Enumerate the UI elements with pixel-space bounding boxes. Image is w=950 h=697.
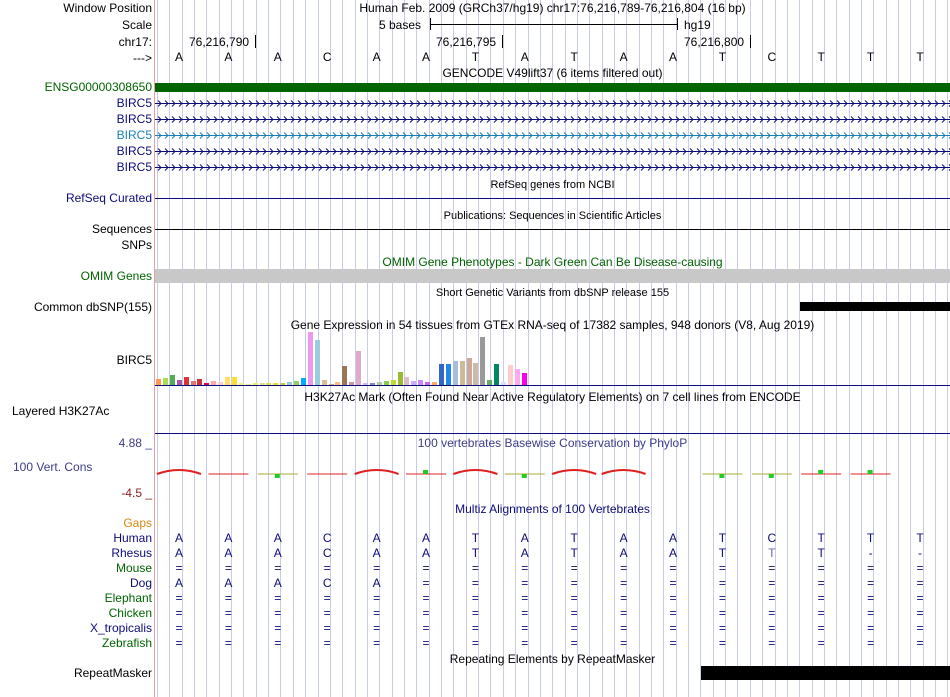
sequence-base: T [718, 50, 727, 64]
omim-title: OMIM Gene Phenotypes - Dark Green Can Be Disease-causing [382, 255, 723, 269]
gencode-item-label[interactable]: BIRC5 [116, 96, 152, 110]
cons-score-mark [355, 470, 399, 474]
gtex-tissue-bar[interactable] [232, 377, 237, 385]
species-label[interactable]: X_tropicalis [89, 621, 152, 635]
chrom-label: chr17: [118, 35, 152, 49]
alignment-base: = [175, 621, 183, 635]
alignment-base: A [372, 546, 381, 560]
alignment-base: = [274, 561, 282, 575]
alignment-base: = [867, 561, 875, 575]
alignment-base: = [521, 561, 529, 575]
alignment-base: = [817, 576, 825, 590]
alignment-base: = [521, 591, 529, 605]
alignment-base: = [768, 576, 776, 590]
cons-track-label[interactable]: 100 Vert. Cons [13, 460, 93, 474]
gtex-tissue-bar[interactable] [453, 361, 458, 385]
dbsnp-track-label[interactable]: Common dbSNP(155) [33, 300, 152, 314]
alignment-base: A [372, 576, 381, 590]
alignment-base: = [916, 636, 924, 650]
alignment-base: = [471, 591, 479, 605]
alignment-base: = [620, 636, 628, 650]
alignment-base: A [421, 531, 430, 545]
gtex-tissue-bar[interactable] [480, 337, 485, 385]
alignment-base: A [372, 531, 381, 545]
alignment-base: - [918, 546, 922, 560]
alignment-base: = [373, 606, 381, 620]
alignment-base: = [570, 636, 578, 650]
sequence-base: T [916, 50, 924, 64]
omim-block[interactable] [155, 269, 950, 283]
publications-track-label[interactable]: Sequences [91, 222, 152, 236]
sequence-base: A [520, 50, 529, 64]
alignment-base: = [768, 621, 776, 635]
alignment-base: = [274, 636, 282, 650]
cons-score-bar [719, 474, 724, 478]
alignment-base: = [718, 576, 726, 590]
cons-score-mark [602, 470, 646, 474]
alignment-base: = [422, 591, 430, 605]
alignment-base: = [471, 636, 479, 650]
species-label[interactable]: Chicken [108, 606, 152, 620]
alignment-base: = [224, 621, 232, 635]
cons-min-label: -4.5 _ [121, 486, 152, 500]
h3k27ac-title: H3K27Ac Mark (Often Found Near Active Regulatory Elements) on 7 cell lines from ENCODE [304, 390, 801, 404]
track-area[interactable] [155, 0, 950, 697]
alignment-base: = [669, 636, 677, 650]
gtex-tissue-bar[interactable] [308, 332, 313, 385]
cons-score-bar [769, 474, 774, 478]
scale-bar-tick-right [677, 18, 678, 30]
alignment-base: = [471, 561, 479, 575]
sequence-base: A [421, 50, 430, 64]
alignment-base: = [867, 606, 875, 620]
sequence-base: A [668, 50, 677, 64]
scale-bar-tick-left [430, 18, 431, 30]
alignment-base: = [175, 591, 183, 605]
scale-label: Scale [121, 18, 152, 32]
ruler-tick [502, 35, 503, 48]
cons-score-bar [868, 470, 873, 474]
alignment-base: = [323, 561, 331, 575]
gene-transcript-line[interactable] [155, 100, 950, 107]
gtex-tissue-bar[interactable] [460, 361, 465, 385]
scale-bar [430, 24, 677, 25]
alignment-base: = [768, 591, 776, 605]
sequence-base: T [570, 50, 578, 64]
gtex-tissue-bar[interactable] [404, 377, 409, 385]
sequence-base: A [372, 50, 381, 64]
species-label[interactable]: Rhesus [111, 546, 152, 560]
alignment-base: A [174, 546, 183, 560]
alignment-base: = [422, 561, 430, 575]
alignment-base: = [422, 636, 430, 650]
alignment-base: = [471, 621, 479, 635]
alignment-base: = [867, 621, 875, 635]
refseq-title: RefSeq genes from NCBI [490, 179, 615, 191]
alignment-base: = [916, 606, 924, 620]
alignment-base: = [521, 621, 529, 635]
alignment-base: = [817, 636, 825, 650]
alignment-base: = [669, 606, 677, 620]
alignment-base: = [669, 591, 677, 605]
track-labels [0, 0, 154, 697]
alignment-base: = [620, 606, 628, 620]
gtex-tissue-bar[interactable] [342, 366, 347, 385]
alignment-base: A [224, 576, 233, 590]
alignment-base: = [373, 561, 381, 575]
gtex-tissue-bar[interactable] [515, 369, 520, 385]
publications-line[interactable] [155, 229, 950, 230]
window-title: Human Feb. 2009 (GRCh37/hg19) chr17:76,216,789-76,216,804 (16 bp) [359, 1, 746, 15]
alignment-base: C [322, 546, 332, 560]
alignment-base: C [767, 531, 777, 545]
alignment-base: T [471, 546, 480, 560]
gtex-tissue-bar[interactable] [508, 365, 513, 385]
alignment-base: = [323, 621, 331, 635]
species-label[interactable]: Human [113, 531, 152, 545]
alignment-base: = [471, 576, 479, 590]
alignment-base: = [669, 621, 677, 635]
alignment-base: = [521, 636, 529, 650]
gtex-track-label[interactable]: BIRC5 [116, 353, 152, 367]
ruler-tick-label: 76,216,795 [436, 35, 497, 49]
gaps-label: Gaps [123, 516, 152, 530]
cons-title: 100 vertebrates Basewise Conservation by PhyloP [417, 436, 688, 450]
alignment-base: A [224, 546, 233, 560]
cons-score-bar [818, 470, 823, 474]
alignment-base: = [373, 621, 381, 635]
alignment-base: = [274, 591, 282, 605]
gtex-baseline [155, 385, 950, 386]
alignment-base: = [817, 621, 825, 635]
gtex-tissue-bar[interactable] [446, 364, 451, 385]
alignment-base: = [718, 561, 726, 575]
alignment-base: A [520, 531, 529, 545]
alignment-base: = [373, 591, 381, 605]
sequence-base: T [471, 50, 480, 64]
gtex-tissue-bar[interactable] [473, 363, 478, 385]
scale-text: 5 bases [379, 18, 422, 32]
alignment-base: A [273, 546, 282, 560]
alignment-base: T [817, 531, 825, 545]
cons-max-label: 4.88 _ [118, 436, 152, 450]
cons-score-mark [552, 470, 596, 474]
gtex-tissue-bar[interactable] [467, 358, 472, 385]
alignment-base: C [322, 531, 332, 545]
gtex-tissue-bar[interactable] [439, 364, 444, 385]
alignment-base: T [718, 531, 727, 545]
snps-track-label[interactable]: SNPs [121, 238, 152, 252]
cons-score-mark [453, 470, 497, 474]
alignment-base: T [768, 546, 776, 560]
gene-transcript-line[interactable] [155, 116, 950, 123]
h3k27ac-track-label[interactable]: Layered H3K27Ac [12, 404, 110, 418]
alignment-base: = [768, 636, 776, 650]
alignment-base: T [718, 546, 727, 560]
alignment-base: - [868, 546, 873, 560]
gtex-tissue-bar[interactable] [225, 377, 230, 385]
alignment-base: = [521, 606, 529, 620]
alignment-base: = [373, 636, 381, 650]
alignment-base: A [273, 531, 282, 545]
alignment-base: = [570, 561, 578, 575]
alignment-base: A [273, 576, 282, 590]
refseq-line[interactable] [155, 198, 950, 199]
sequence-base: A [619, 50, 628, 64]
gtex-tissue-bar[interactable] [356, 351, 361, 385]
sequence-base: T [866, 50, 875, 64]
alignment-base: A [520, 546, 529, 560]
gtex-barchart[interactable] [155, 332, 950, 385]
sequence-base: A [224, 50, 233, 64]
alignment-base: = [718, 621, 726, 635]
alignment-base: T [471, 531, 480, 545]
alignment-base: A [619, 531, 628, 545]
alignment-base: = [817, 561, 825, 575]
alignment-base: = [620, 621, 628, 635]
repeat-element[interactable] [701, 666, 950, 680]
repeatmasker-track-label[interactable]: RepeatMasker [73, 666, 152, 680]
publications-title: Publications: Sequences in Scientific Articles [443, 210, 662, 222]
assembly-label: hg19 [684, 18, 711, 32]
alignment-base: A [174, 576, 183, 590]
gtex-tissue-bar[interactable] [494, 364, 499, 385]
gencode-title: GENCODE V49lift37 (6 items filtered out) [442, 66, 663, 80]
alignment-base: = [570, 606, 578, 620]
alignment-base: = [224, 636, 232, 650]
alignment-base: T [916, 531, 924, 545]
gtex-tissue-bar[interactable] [163, 378, 168, 385]
dbsnp-title: Short Genetic Variants from dbSNP release 155 [435, 287, 670, 299]
alignment-base: A [421, 546, 430, 560]
refseq-track-label[interactable]: RefSeq Curated [65, 191, 152, 205]
alignment-base: = [570, 576, 578, 590]
gene-transcript-line[interactable] [155, 148, 950, 155]
gencode-item-label[interactable]: BIRC5 [116, 112, 152, 126]
cons-wiggle[interactable] [155, 455, 950, 495]
alignment-base: A [668, 546, 677, 560]
alignment-base: = [323, 636, 331, 650]
alignment-base: = [521, 576, 529, 590]
cons-score-bar [522, 474, 527, 478]
gtex-tissue-bar[interactable] [522, 373, 527, 385]
gene-transcript-line[interactable] [155, 132, 950, 139]
alignment-base: A [174, 531, 183, 545]
alignment-base: C [322, 576, 332, 590]
dbsnp-variant[interactable] [800, 302, 950, 311]
alignment-base: = [224, 606, 232, 620]
ruler-tick-label: 76,216,800 [684, 35, 745, 49]
alignment-base: = [570, 621, 578, 635]
alignment-base: = [718, 636, 726, 650]
alignment-base: = [422, 576, 430, 590]
alignment-base: = [323, 606, 331, 620]
alignment-base: = [224, 591, 232, 605]
ruler-tick-label: 76,216,790 [189, 35, 250, 49]
h3k27ac-baseline [155, 433, 950, 434]
alignment-base: = [817, 591, 825, 605]
alignment-base: = [175, 636, 183, 650]
species-label[interactable]: Mouse [115, 561, 152, 575]
alignment-base: T [866, 531, 875, 545]
alignment-base: = [669, 561, 677, 575]
alignment-base: = [768, 606, 776, 620]
alignment-base: = [422, 606, 430, 620]
alignment-base: T [570, 546, 578, 560]
gene-block-ensg[interactable] [155, 83, 950, 92]
alignment-base: = [867, 576, 875, 590]
alignment-base: = [768, 561, 776, 575]
alignment-base: T [817, 546, 825, 560]
window-position-label: Window Position [63, 1, 152, 15]
alignment-base: = [323, 591, 331, 605]
alignment-base: = [817, 606, 825, 620]
gene-transcript-line[interactable] [155, 164, 950, 171]
sequence-base: C [322, 50, 332, 64]
species-label[interactable]: Dog [129, 576, 152, 590]
strand-label: ---> [133, 51, 152, 65]
species-label[interactable]: Zebrafish [101, 636, 152, 650]
alignment-base: T [570, 531, 578, 545]
alignment-base: = [867, 591, 875, 605]
alignment-base: = [175, 561, 183, 575]
gencode-item-label[interactable]: BIRC5 [116, 128, 152, 142]
alignment-base: = [669, 576, 677, 590]
alignment-base: = [916, 621, 924, 635]
alignment-base: A [619, 546, 628, 560]
sequence-base: A [174, 50, 183, 64]
cons-score-mark [157, 470, 201, 474]
gtex-tissue-bar[interactable] [184, 377, 189, 385]
sequence-base: T [817, 50, 825, 64]
alignment-base: = [620, 576, 628, 590]
alignment-base: A [224, 531, 233, 545]
gencode-item-label[interactable]: BIRC5 [116, 160, 152, 174]
multiz-title: Multiz Alignments of 100 Vertebrates [455, 502, 650, 516]
gtex-tissue-bar[interactable] [301, 378, 306, 385]
alignment-base: = [620, 591, 628, 605]
alignment-base: = [916, 591, 924, 605]
ruler-tick [750, 35, 751, 48]
gtex-tissue-bar[interactable] [398, 372, 403, 385]
gencode-item-label[interactable]: ENSG00000308650 [44, 80, 152, 94]
alignment-base: = [718, 606, 726, 620]
gtex-tissue-bar[interactable] [315, 340, 320, 385]
gtex-title: Gene Expression in 54 tissues from GTEx RNA-seq of 17382 samples, 948 donors (V8, Aug 2019) [290, 318, 815, 332]
gtex-tissue-bar[interactable] [170, 375, 175, 385]
alignment-base: = [718, 591, 726, 605]
sequence-base: C [767, 50, 777, 64]
alignment-base: = [867, 636, 875, 650]
alignment-base: = [224, 561, 232, 575]
gencode-item-label[interactable]: BIRC5 [116, 144, 152, 158]
omim-track-label[interactable]: OMIM Genes [80, 269, 152, 283]
species-label[interactable]: Elephant [104, 591, 152, 605]
alignment-base: = [916, 561, 924, 575]
alignment-base: = [274, 606, 282, 620]
alignment-base: = [274, 621, 282, 635]
repeatmasker-title: Repeating Elements by RepeatMasker [449, 652, 656, 666]
alignment-base: = [471, 606, 479, 620]
alignment-base: A [668, 531, 677, 545]
alignment-base: = [570, 591, 578, 605]
cons-score-bar [275, 474, 280, 478]
alignment-base: = [620, 561, 628, 575]
ruler-tick [255, 35, 256, 48]
sequence-base: A [273, 50, 282, 64]
alignment-base: = [175, 606, 183, 620]
alignment-base: = [916, 576, 924, 590]
cons-score-bar [423, 470, 428, 474]
alignment-base: = [422, 621, 430, 635]
